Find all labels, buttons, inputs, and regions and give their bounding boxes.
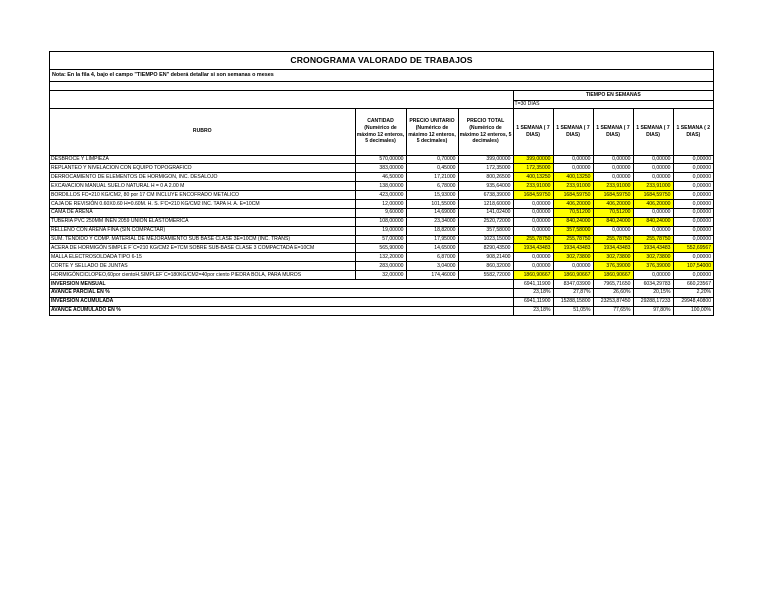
cell-precio-unitario: 14,65000 — [406, 244, 458, 253]
cell-rubro: REPLANTEO Y NIVELACION CON EQUIPO TOPOGRAFICO — [50, 164, 355, 173]
cell-rubro: MALLA ELECTROSOLDADA TIPO 6-15 — [50, 253, 355, 262]
cell-precio-total: 399,00000 — [458, 155, 513, 164]
cell-week-3: 0,00000 — [593, 173, 633, 182]
cell-precio-total: 357,58000 — [458, 226, 513, 235]
table-row — [50, 155, 713, 164]
cell-week-3: 0,00000 — [593, 164, 633, 173]
summary-week-1: 6941,11900 — [513, 279, 553, 288]
summary-week-5: 2,20% — [673, 288, 713, 297]
summary-week-3: 77,65% — [593, 306, 633, 315]
cell-rubro: EXCAVACION MANUAL SUELO NATURAL H = 0 A 2.00 M — [50, 182, 355, 191]
cell-cantidad: 108,00000 — [355, 217, 406, 226]
table-row — [50, 244, 713, 253]
cell-week-2: 1934,43483 — [553, 244, 593, 253]
summary-row — [50, 288, 713, 297]
cell-precio-unitario: 15,93000 — [406, 191, 458, 200]
cell-week-4: 255,78750 — [633, 235, 673, 244]
cell-week-5: 552,69567 — [673, 244, 713, 253]
cell-precio-unitario: 6,78000 — [406, 182, 458, 191]
cell-week-3: 302,73800 — [593, 253, 633, 262]
cell-week-1: 0,00000 — [513, 262, 553, 271]
header-precio-total: PRECIO TOTAL (Numérico de máximo 12 enteros, 5 decimales) — [458, 108, 513, 155]
summary-week-1: 23,18% — [513, 288, 553, 297]
cell-cantidad: 57,00000 — [355, 235, 406, 244]
cell-cantidad: 32,00000 — [355, 271, 406, 280]
cell-week-1: 1934,43483 — [513, 244, 553, 253]
cell-rubro: CAMA DE ARENA — [50, 208, 355, 217]
cell-precio-unitario: 174,46000 — [406, 271, 458, 280]
cell-precio-total: 8290,43500 — [458, 244, 513, 253]
cell-precio-unitario: 17,95000 — [406, 235, 458, 244]
cell-cantidad: 132,20000 — [355, 253, 406, 262]
cell-cantidad: 423,00000 — [355, 191, 406, 200]
cell-cantidad: 565,90000 — [355, 244, 406, 253]
cell-week-1: 0,00000 — [513, 226, 553, 235]
summary-label: AVANCE ACUMULADO EN % — [50, 306, 513, 315]
cell-precio-total: 141,02400 — [458, 208, 513, 217]
cell-week-5: 0,00000 — [673, 173, 713, 182]
cell-week-4: 0,00000 — [633, 164, 673, 173]
cell-week-5: 107,54000 — [673, 262, 713, 271]
cell-week-1: 0,00000 — [513, 217, 553, 226]
period-label: T=30 DIAS — [513, 100, 713, 108]
header-week-2: 1 SEMANA ( 7 DIAS) — [553, 108, 593, 155]
cell-cantidad: 283,00000 — [355, 262, 406, 271]
cell-week-2: 406,20000 — [553, 199, 593, 208]
table-row — [50, 271, 713, 280]
cell-week-4: 376,39000 — [633, 262, 673, 271]
cell-week-4: 0,00000 — [633, 271, 673, 280]
cell-week-3: 70,51200 — [593, 208, 633, 217]
cell-rubro: CAJA DE REVISIÓN 0.60X0.60 H=0.60M. H. S. F'C=210 KG/CM2 INC. TAPA H. A. E=10CM — [50, 199, 355, 208]
cell-week-3: 0,00000 — [593, 155, 633, 164]
table-row — [50, 208, 713, 217]
cell-week-5: 0,00000 — [673, 191, 713, 200]
table-row — [50, 191, 713, 200]
table-row — [50, 235, 713, 244]
spreadsheet — [49, 51, 714, 316]
cell-precio-total: 908,21400 — [458, 253, 513, 262]
cell-week-2: 233,91000 — [553, 182, 593, 191]
summary-label: INVERSION ACUMULADA — [50, 297, 513, 306]
cell-week-5: 0,00000 — [673, 226, 713, 235]
cell-week-3: 233,91000 — [593, 182, 633, 191]
table-row — [50, 253, 713, 262]
cell-cantidad: 12,00000 — [355, 199, 406, 208]
cell-precio-total: 1023,15000 — [458, 235, 513, 244]
schedule-table — [50, 91, 713, 316]
summary-label: AVANCE PARCIAL EN % — [50, 288, 513, 297]
cell-precio-total: 5582,72000 — [458, 271, 513, 280]
cell-precio-total: 800,26500 — [458, 173, 513, 182]
cell-rubro: DERROCAMIENTO DE ELEMENTOS DE HORMIGON, INC. DESALOJO — [50, 173, 355, 182]
cell-week-4: 0,00000 — [633, 208, 673, 217]
cell-precio-total: 1218,60000 — [458, 199, 513, 208]
summary-row — [50, 279, 713, 288]
cell-week-1: 1684,59750 — [513, 191, 553, 200]
cell-week-5: 0,00000 — [673, 235, 713, 244]
cell-rubro: HORMIGÓNCICLOPEO,60por cientoH.SIMPLEF´C=180KG/CM2=40por ciento PIEDRA BOLA, PARA MUROS — [50, 271, 355, 280]
cell-precio-total: 860,32000 — [458, 262, 513, 271]
cell-week-3: 1934,43483 — [593, 244, 633, 253]
cell-week-3: 840,24000 — [593, 217, 633, 226]
cell-week-5: 0,00000 — [673, 253, 713, 262]
cell-week-2: 0,00000 — [553, 262, 593, 271]
cell-cantidad: 383,00000 — [355, 164, 406, 173]
cell-rubro: DESBROCE Y LIMPIEZA — [50, 155, 355, 164]
cell-week-5: 0,00000 — [673, 182, 713, 191]
cell-precio-unitario: 101,55000 — [406, 199, 458, 208]
summary-week-4: 6034,29783 — [633, 279, 673, 288]
cell-precio-unitario: 14,69000 — [406, 208, 458, 217]
cell-precio-total: 6738,39000 — [458, 191, 513, 200]
summary-week-2: 27,87% — [553, 288, 593, 297]
cell-week-3: 0,00000 — [593, 226, 633, 235]
cell-precio-unitario: 6,87000 — [406, 253, 458, 262]
cell-rubro: CORTE Y SELLADO DE JUNTAS — [50, 262, 355, 271]
cell-week-4: 840,24000 — [633, 217, 673, 226]
cell-week-2: 840,24000 — [553, 217, 593, 226]
cell-week-4: 0,00000 — [633, 155, 673, 164]
cell-week-1: 0,00000 — [513, 208, 553, 217]
summary-week-1: 6941,11900 — [513, 297, 553, 306]
cell-rubro: RELLENO CON ARENA FINA (SIN COMPACTAR) — [50, 226, 355, 235]
blank-row — [50, 82, 713, 91]
summary-week-3: 7965,71650 — [593, 279, 633, 288]
cell-week-2: 1860,90667 — [553, 271, 593, 280]
header-cantidad: CANTIDAD (Numérico de máximo 12 enteros, 5 decimales) — [355, 108, 406, 155]
cell-cantidad: 138,00000 — [355, 182, 406, 191]
cell-cantidad: 9,60000 — [355, 208, 406, 217]
cell-precio-total: 935,64000 — [458, 182, 513, 191]
summary-row — [50, 306, 713, 315]
cell-precio-unitario: 0,70000 — [406, 155, 458, 164]
cell-precio-total: 172,35000 — [458, 164, 513, 173]
cell-week-2: 70,51200 — [553, 208, 593, 217]
cell-week-5: 0,00000 — [673, 208, 713, 217]
summary-week-5: 660,23567 — [673, 279, 713, 288]
cell-week-2: 255,78750 — [553, 235, 593, 244]
header-precio-unitario: PRECIO UNITARIO (Numérico de máximo 12 enteros, 5 decimales) — [406, 108, 458, 155]
summary-week-3: 23253,87450 — [593, 297, 633, 306]
cell-rubro: BORDILLOS FC=210 KG/CM2, 80 por 17 CM INCLUYE ENCOFRADO METALICO — [50, 191, 355, 200]
summary-week-5: 100,00% — [673, 306, 713, 315]
cell-cantidad: 570,00000 — [355, 155, 406, 164]
cell-week-5: 0,00000 — [673, 164, 713, 173]
summary-week-1: 23,18% — [513, 306, 553, 315]
time-header: TIEMPO EN SEMANAS — [513, 91, 713, 100]
cell-week-2: 0,00000 — [553, 155, 593, 164]
cell-week-1: 255,78750 — [513, 235, 553, 244]
sheet-note: Nota: En la fila 4, bajo el campo "TIEMPO EN" deberá detallar si son semanas o meses — [50, 70, 713, 82]
summary-week-2: 15288,15800 — [553, 297, 593, 306]
cell-week-5: 0,00000 — [673, 155, 713, 164]
cell-week-3: 376,39000 — [593, 262, 633, 271]
cell-rubro: SUM. TENDIDO Y COMP. MATERIAL DE MEJORAMIENTO SUB BASE CLASE 3E=10CM (INC. TRANS) — [50, 235, 355, 244]
cell-week-2: 400,13250 — [553, 173, 593, 182]
cell-week-1: 233,91000 — [513, 182, 553, 191]
cell-precio-unitario: 18,82000 — [406, 226, 458, 235]
cell-week-1: 400,13250 — [513, 173, 553, 182]
sheet-title: CRONOGRAMA VALORADO DE TRABAJOS — [50, 51, 713, 70]
header-week-4: 1 SEMANA ( 7 DIAS) — [633, 108, 673, 155]
cell-week-1: 172,35000 — [513, 164, 553, 173]
summary-label: INVERSION MENSUAL — [50, 279, 513, 288]
cell-week-5: 0,00000 — [673, 217, 713, 226]
summary-week-2: 8347,03900 — [553, 279, 593, 288]
header-week-1: 1 SEMANA ( 7 DIAS) — [513, 108, 553, 155]
cell-cantidad: 46,50000 — [355, 173, 406, 182]
cell-precio-unitario: 23,34000 — [406, 217, 458, 226]
table-row — [50, 226, 713, 235]
cell-precio-unitario: 0,45000 — [406, 164, 458, 173]
cell-week-4: 233,91000 — [633, 182, 673, 191]
summary-week-5: 29948,40800 — [673, 297, 713, 306]
cell-rubro: TUBERIA PVC 250MM INEN 2059 UNION ELASTOMERICA — [50, 217, 355, 226]
cell-week-4: 0,00000 — [633, 226, 673, 235]
cell-week-5: 0,00000 — [673, 199, 713, 208]
summary-week-4: 20,15% — [633, 288, 673, 297]
cell-cantidad: 19,00000 — [355, 226, 406, 235]
cell-week-2: 357,58000 — [553, 226, 593, 235]
cell-week-3: 1860,90667 — [593, 271, 633, 280]
cell-week-3: 1684,59750 — [593, 191, 633, 200]
header-rubro: RUBRO — [192, 128, 212, 135]
cell-week-4: 1934,43483 — [633, 244, 673, 253]
cell-week-2: 1684,59750 — [553, 191, 593, 200]
cell-week-1: 1860,90667 — [513, 271, 553, 280]
summary-row — [50, 297, 713, 306]
table-row — [50, 164, 713, 173]
cell-week-3: 406,20000 — [593, 199, 633, 208]
cell-week-4: 0,00000 — [633, 173, 673, 182]
table-row — [50, 217, 713, 226]
cell-precio-unitario: 17,21000 — [406, 173, 458, 182]
table-row — [50, 173, 713, 182]
cell-week-4: 406,20000 — [633, 199, 673, 208]
cell-week-1: 0,00000 — [513, 199, 553, 208]
cell-precio-unitario: 3,04000 — [406, 262, 458, 271]
cell-rubro: ACERA DE HORMIGÓN SIMPLE F´C=210 KG/CM2 E=7CM SOBRE SUB-BASE CLASE 3 COMPACTADA E=10CM — [50, 244, 355, 253]
summary-week-2: 51,05% — [553, 306, 593, 315]
table-row — [50, 182, 713, 191]
cell-week-4: 302,73800 — [633, 253, 673, 262]
header-week-5: 1 SEMANA ( 2 DIAS) — [673, 108, 713, 155]
header-week-3: 1 SEMANA ( 7 DIAS) — [593, 108, 633, 155]
cell-week-1: 0,00000 — [513, 253, 553, 262]
summary-week-4: 29288,17233 — [633, 297, 673, 306]
cell-week-3: 255,78750 — [593, 235, 633, 244]
table-row — [50, 262, 713, 271]
cell-week-2: 0,00000 — [553, 164, 593, 173]
table-row — [50, 199, 713, 208]
cell-week-5: 0,00000 — [673, 271, 713, 280]
summary-week-3: 26,60% — [593, 288, 633, 297]
cell-week-4: 1684,59750 — [633, 191, 673, 200]
summary-week-4: 97,80% — [633, 306, 673, 315]
cell-precio-total: 2520,72000 — [458, 217, 513, 226]
cell-week-2: 302,73800 — [553, 253, 593, 262]
cell-week-1: 399,00000 — [513, 155, 553, 164]
